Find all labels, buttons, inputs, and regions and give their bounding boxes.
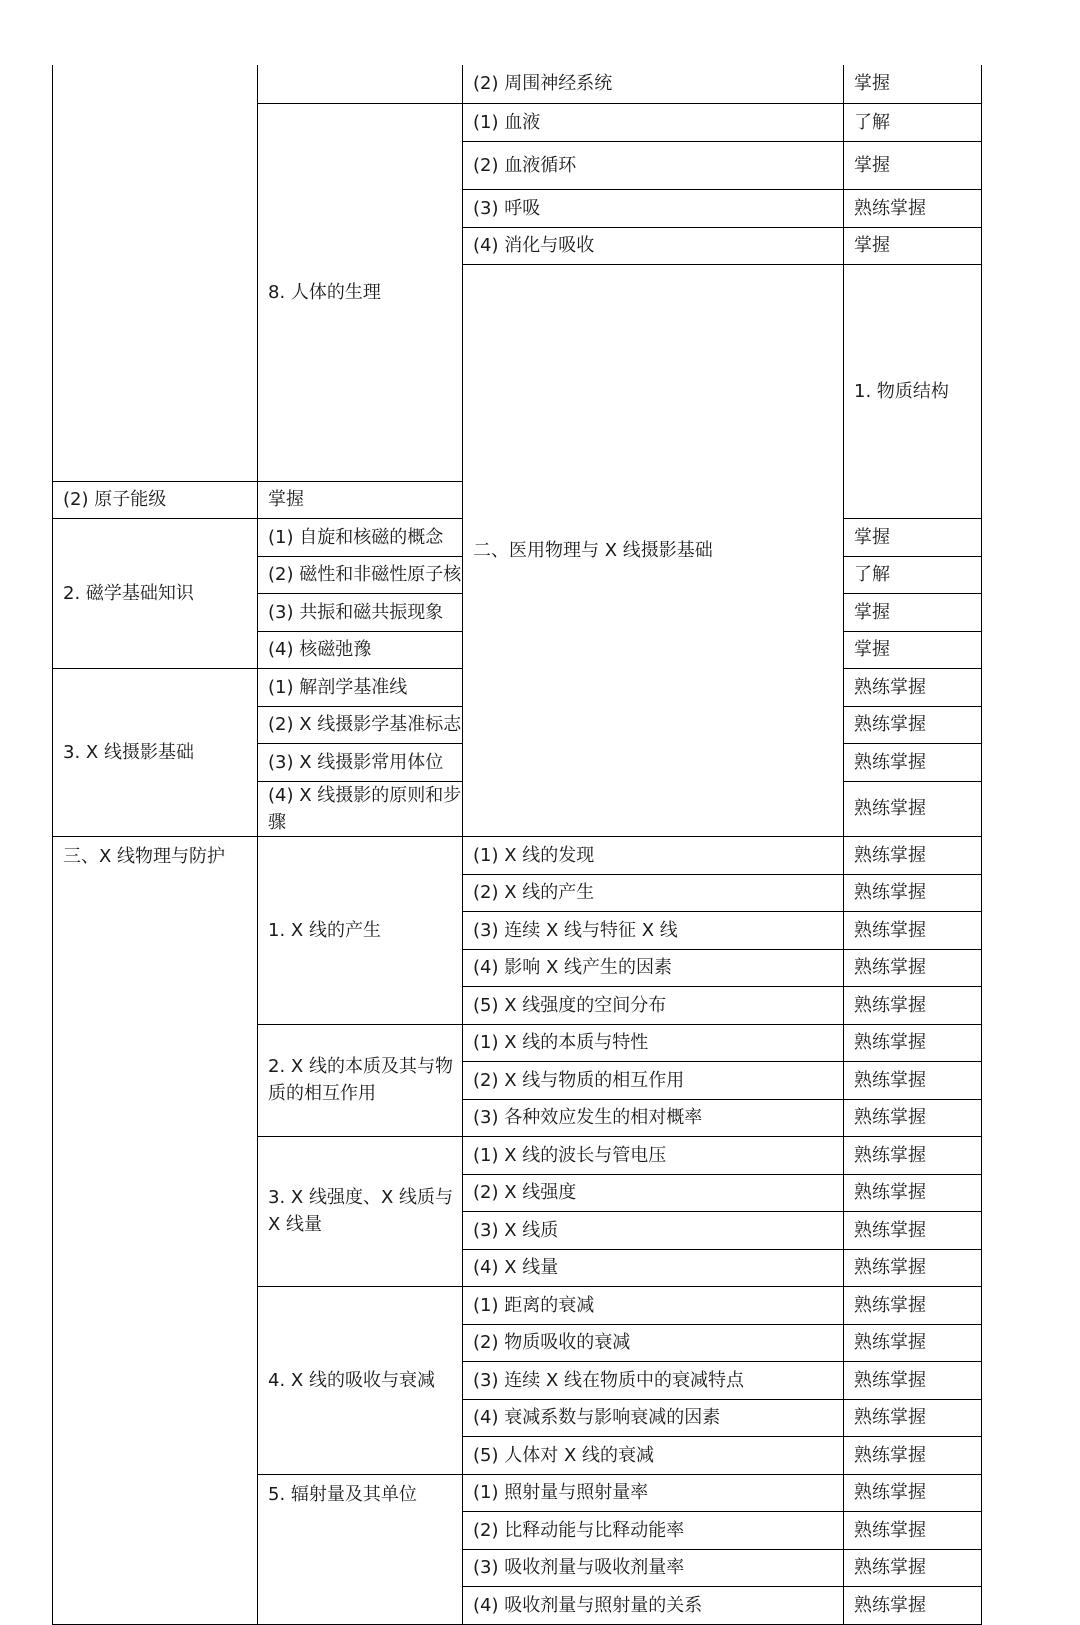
level-cell: 熟练掌握 xyxy=(844,1024,982,1061)
level-cell: 熟练掌握 xyxy=(844,706,982,743)
level-cell: 掌握 xyxy=(844,141,982,189)
topic-cell: (4) 吸收剂量与照射量的关系 xyxy=(463,1586,844,1624)
level-cell: 熟练掌握 xyxy=(844,1586,982,1624)
topic-cell: (2) 血液循环 xyxy=(463,141,844,189)
level-cell: 熟练掌握 xyxy=(844,1549,982,1586)
level-cell: 熟练掌握 xyxy=(844,1324,982,1361)
level-cell: 熟练掌握 xyxy=(844,1099,982,1136)
unit-cell: 1. X 线的产生 xyxy=(258,836,463,1024)
level-cell: 熟练掌握 xyxy=(844,1474,982,1511)
level-cell: 熟练掌握 xyxy=(844,1061,982,1099)
unit-cell: 3. X 线强度、X 线质与 X 线量 xyxy=(258,1136,463,1286)
topic-cell: (3) 共振和磁共振现象 xyxy=(258,593,463,631)
topic-cell: (1) 血液 xyxy=(463,103,844,141)
topic-cell: (3) X 线质 xyxy=(463,1211,844,1249)
level-cell: 熟练掌握 xyxy=(844,1399,982,1436)
level-cell: 熟练掌握 xyxy=(844,1249,982,1286)
topic-cell: (5) 人体对 X 线的衰减 xyxy=(463,1436,844,1474)
topic-cell: (1) 解剖学基准线 xyxy=(258,668,463,706)
level-cell: 熟练掌握 xyxy=(844,836,982,874)
unit-cell: 2. 磁学基础知识 xyxy=(53,518,258,668)
level-cell: 熟练掌握 xyxy=(844,1436,982,1474)
topic-cell: (3) X 线摄影常用体位 xyxy=(258,743,463,781)
level-cell: 了解 xyxy=(844,556,982,593)
topic-cell: (3) 各种效应发生的相对概率 xyxy=(463,1099,844,1136)
level-cell: 熟练掌握 xyxy=(844,743,982,781)
topic-cell: (4) 影响 X 线产生的因素 xyxy=(463,949,844,986)
topic-cell: (2) 物质吸收的衰减 xyxy=(463,1324,844,1361)
topic-cell: (2) X 线的产生 xyxy=(463,874,844,911)
level-cell: 了解 xyxy=(844,103,982,141)
topic-cell: (3) 连续 X 线与特征 X 线 xyxy=(463,911,844,949)
syllabus-table xyxy=(52,65,982,1625)
unit-cell: 2. X 线的本质及其与物质的相互作用 xyxy=(258,1024,463,1136)
topic-cell: (4) 消化与吸收 xyxy=(463,227,844,264)
table-row xyxy=(53,65,982,103)
level-cell: 熟练掌握 xyxy=(844,1174,982,1211)
level-cell: 熟练掌握 xyxy=(844,1511,982,1549)
level-cell: 熟练掌握 xyxy=(844,1211,982,1249)
level-cell: 熟练掌握 xyxy=(844,986,982,1024)
level-cell: 熟练掌握 xyxy=(844,1286,982,1324)
table-row xyxy=(53,836,982,874)
topic-cell: (2) 原子能级 xyxy=(53,481,258,518)
topic-cell: (4) X 线摄影的原则和步骤 xyxy=(258,781,463,836)
unit-cell: 5. 辐射量及其单位 xyxy=(258,1474,463,1624)
topic-cell: (2) 比释动能与比释动能率 xyxy=(463,1511,844,1549)
level-cell: 掌握 xyxy=(844,631,982,668)
topic-cell: (2) 磁性和非磁性原子核 xyxy=(258,556,463,593)
level-cell: 熟练掌握 xyxy=(844,781,982,836)
topic-cell: (4) X 线量 xyxy=(463,1249,844,1286)
topic-cell: (1) X 线的本质与特性 xyxy=(463,1024,844,1061)
unit-cell: 1. 物质结构 xyxy=(844,264,982,518)
level-cell: 熟练掌握 xyxy=(844,189,982,227)
topic-cell: (1) 距离的衰减 xyxy=(463,1286,844,1324)
unit-cell: 4. X 线的吸收与衰减 xyxy=(258,1286,463,1474)
section-cell xyxy=(53,65,258,481)
topic-cell: (2) X 线与物质的相互作用 xyxy=(463,1061,844,1099)
level-cell: 掌握 xyxy=(844,518,982,556)
topic-cell: (3) 吸收剂量与吸收剂量率 xyxy=(463,1549,844,1586)
level-cell: 掌握 xyxy=(844,227,982,264)
unit-cell: 8. 人体的生理 xyxy=(258,103,463,481)
level-cell: 熟练掌握 xyxy=(844,668,982,706)
topic-cell: (4) 核磁弛豫 xyxy=(258,631,463,668)
topic-cell: (1) 自旋和核磁的概念 xyxy=(258,518,463,556)
level-cell: 熟练掌握 xyxy=(844,1136,982,1174)
topic-cell: (3) 连续 X 线在物质中的衰减特点 xyxy=(463,1361,844,1399)
topic-cell: (1) X 线的波长与管电压 xyxy=(463,1136,844,1174)
section-cell: 三、X 线物理与防护 xyxy=(53,836,258,1624)
unit-cell: 3. X 线摄影基础 xyxy=(53,668,258,836)
topic-cell: (5) X 线强度的空间分布 xyxy=(463,986,844,1024)
topic-cell: (3) 呼吸 xyxy=(463,189,844,227)
topic-cell: (2) X 线摄影学基准标志 xyxy=(258,706,463,743)
topic-cell: (2) 周围神经系统 xyxy=(463,65,844,103)
level-cell: 熟练掌握 xyxy=(844,874,982,911)
level-cell: 熟练掌握 xyxy=(844,1361,982,1399)
level-cell: 掌握 xyxy=(258,481,463,518)
section-cell: 二、医用物理与 X 线摄影基础 xyxy=(463,264,844,836)
topic-cell: (1) X 线的发现 xyxy=(463,836,844,874)
topic-cell: (2) X 线强度 xyxy=(463,1174,844,1211)
topic-cell: (4) 衰减系数与影响衰减的因素 xyxy=(463,1399,844,1436)
level-cell: 熟练掌握 xyxy=(844,911,982,949)
level-cell: 熟练掌握 xyxy=(844,949,982,986)
level-cell: 掌握 xyxy=(844,65,982,103)
topic-cell: (1) 照射量与照射量率 xyxy=(463,1474,844,1511)
unit-cell xyxy=(258,65,463,103)
level-cell: 掌握 xyxy=(844,593,982,631)
